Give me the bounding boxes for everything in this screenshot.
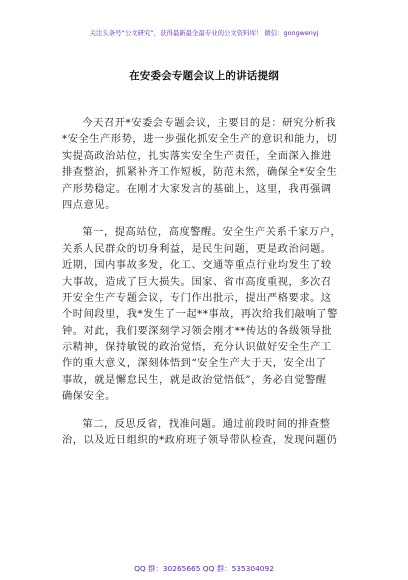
text-line: 四点意见。 [62,199,116,211]
text-line: 事故，就是懈怠民生，就是政治觉悟低”，务必自觉警醒 [62,374,327,386]
text-line: 确保安全。 [62,391,116,403]
paragraph-point-two [62,417,350,450]
text-line: 钟。对此，我们要深刻学习领会刚才**传达的各级领导批 [62,325,333,337]
text-line: 个时间段里，我*发生了一起**事故，再次给我们敲响了警 [62,309,338,321]
text-line: 第一，提高站位，高度警醒。安全生产关系千家万户， [82,227,342,239]
text-line: 开安全生产专题会议，专门作出批示，提出严格要求。这 [62,292,332,304]
text-line: 近期，国内事故多发，化工、交通等重点行业均发生了较 [62,260,332,272]
text-line: 第二，反思反省，找准问题。通过前段时间的排查整 [82,418,331,430]
text-line: *安全生产形势，进一步强化抓安全生产的意识和能力，切 [62,134,338,146]
header-banner: 关注头条号“公文研究”，获得最新最全最专业的公文资料库！ 微信：gongwenyj [89,29,319,37]
text-line: 排查整治，抓紧补齐工作短板，防范未然，确保全*安全生 [62,167,338,179]
paragraph-intro [62,116,350,214]
text-line: 关系人民群众的切身利益，是民生问题，更是政治问题。 [62,243,332,255]
text-line: 产形势稳定。在刚才大家发言的基础上，这里，我再强调 [62,183,332,195]
text-line: 大事故，造成了巨大损失。国家、省市高度重视，多次召 [62,276,332,288]
footer-contact: QQ 群：30265665 QQ 群：535304092 [134,564,274,573]
text-line: 示精神，保持敏锐的政治觉悟，充分认识做好安全生产工 [62,342,332,354]
text-line: 今天召开*安委会专题会议，主要目的是：研究分析我 [82,118,337,129]
text-line: 作的重大意义，深刻体悟到“安全生产大于天，安全出了 [62,358,327,370]
paragraph-point-one [62,225,350,405]
text-line: 治，以及近日组织的*政府班子领导带队检查，发现问题仍 [62,435,338,447]
text-line: 实提高政治站位，扎实落实安全生产责任，全面深入推进 [62,150,332,162]
document-body [62,116,350,460]
page-title: 在安委会专题会议上的讲话提纲 [129,70,279,82]
